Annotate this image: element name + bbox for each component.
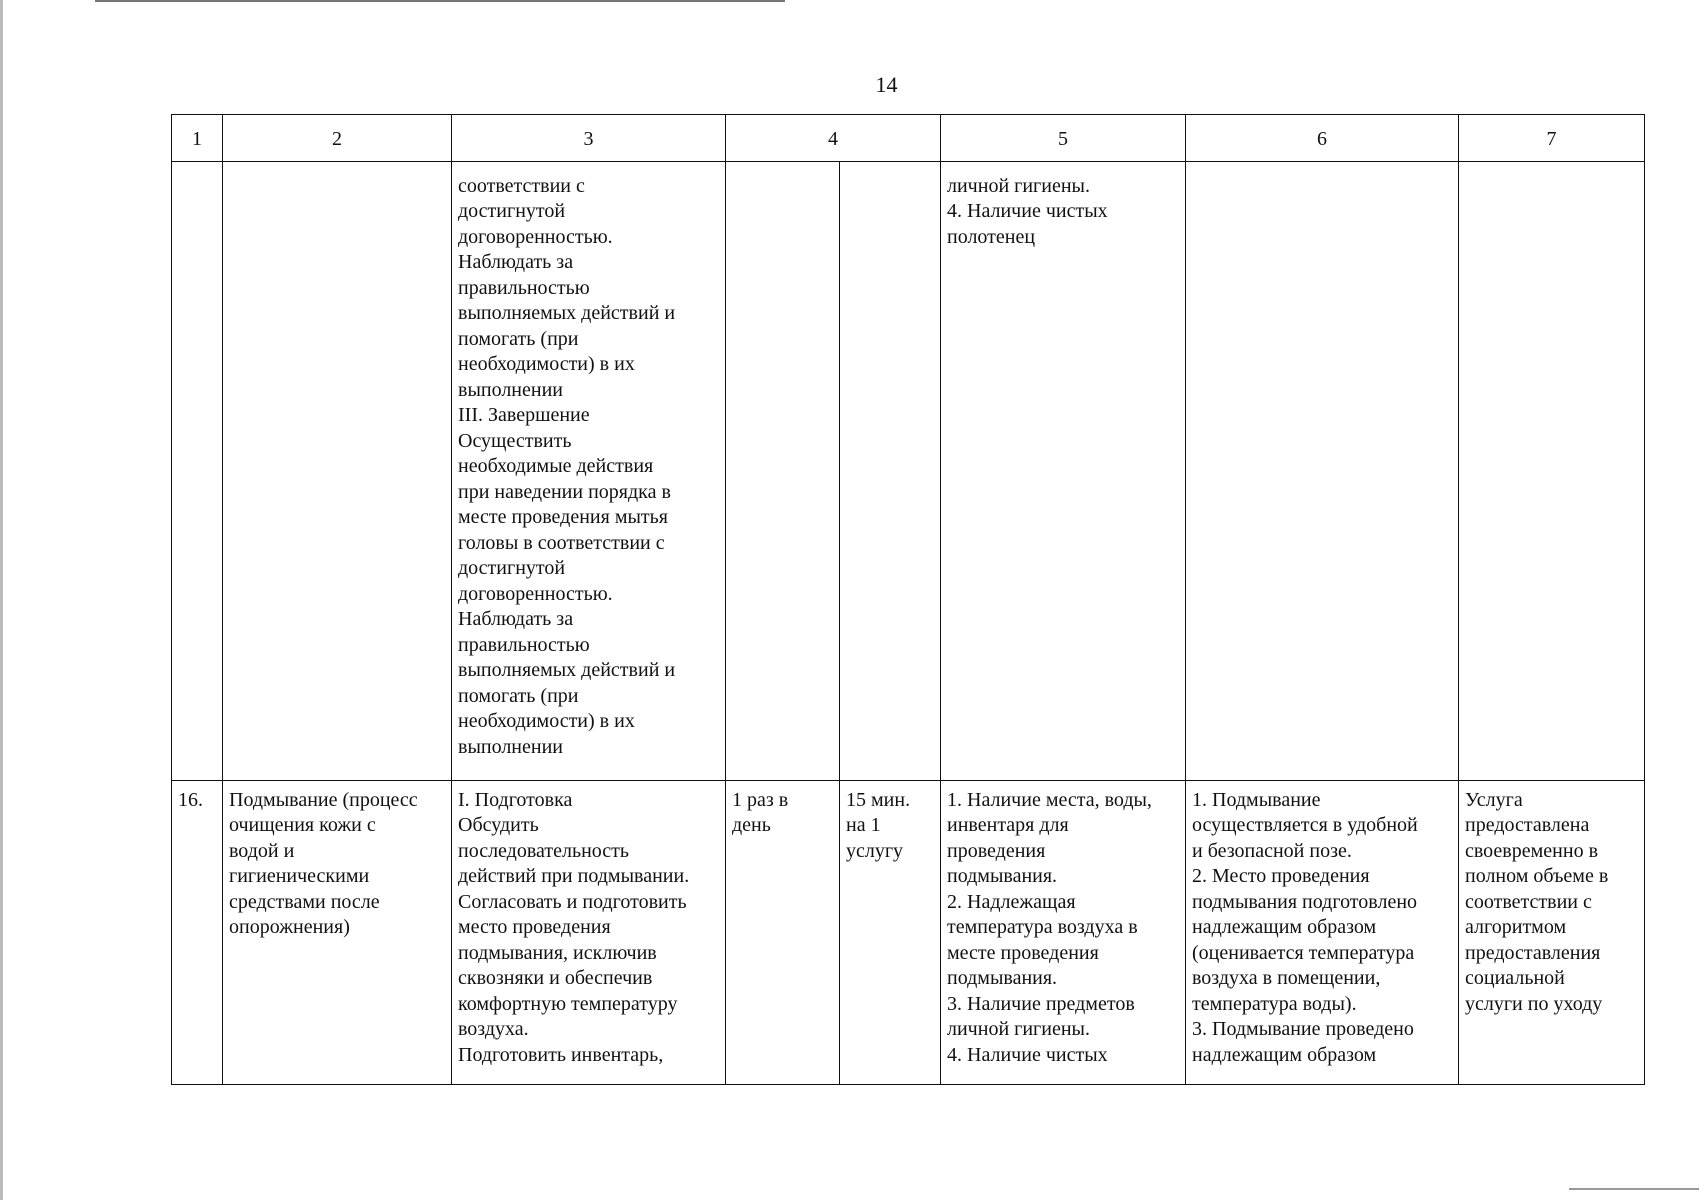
cont-cell-number (172, 161, 223, 780)
row16-duration-line: услугу (846, 839, 904, 862)
row16-frequency-line: 1 раз в (732, 788, 789, 811)
row16-procedure-line: Обсудить (458, 814, 539, 836)
row16-result-line: своевременно в (1465, 839, 1599, 862)
row16-frequency (726, 780, 840, 1084)
cont-procedure-line: Наблюдать за (458, 608, 574, 630)
row16-quality-line: (оценивается температура (1192, 941, 1415, 964)
row16-quality (1186, 780, 1459, 1084)
row16-conditions-line: температура воздуха в (947, 916, 1138, 938)
row16-conditions-line: 4. Наличие чистых (947, 1043, 1108, 1066)
row16-name-line: средствами после (229, 890, 380, 913)
row16-name-line: опорожнения) (229, 916, 350, 938)
row16-name-line: водой и (229, 839, 295, 862)
services-table (171, 114, 1645, 1085)
row16-procedure-line: Подготовить инвентарь, (458, 1043, 664, 1066)
row16-quality-line: температура воды). (1192, 992, 1357, 1015)
col-header-2: 2 (223, 115, 452, 162)
col-header-3: 3 (452, 115, 726, 162)
row16-conditions-line: 1. Наличие места, воды, (947, 788, 1152, 811)
row16-result-line: социальной (1465, 967, 1565, 989)
row16-result (1459, 780, 1645, 1084)
cont-cell-quality (1186, 161, 1459, 780)
row16-duration (840, 780, 941, 1084)
scan-artifact-bottom-mark (1569, 1188, 1699, 1190)
col-header-7: 7 (1459, 115, 1645, 162)
row16-procedure-line: Согласовать и подготовить (458, 890, 687, 913)
cont-procedure-line: Осуществить (458, 429, 572, 452)
column-number-header-row (172, 115, 1645, 162)
continuation-row (172, 161, 1645, 780)
row16-procedure-line: воздуха. (458, 1018, 529, 1040)
cont-procedure-line: правильностью (458, 633, 590, 656)
row16-conditions-line: 3. Наличие предметов (947, 992, 1135, 1015)
row16-result-line: полном объеме в (1465, 865, 1609, 887)
row16-conditions-line: 2. Надлежащая (947, 890, 1076, 913)
col-header-5: 5 (941, 115, 1186, 162)
row16-result-line: предоставления (1465, 941, 1601, 964)
row16-conditions (941, 780, 1186, 1084)
service-row-16 (172, 780, 1645, 1084)
row16-conditions-line: инвентаря для (947, 814, 1069, 836)
cont-procedure-line: достигнутой (458, 557, 566, 579)
row16-result-line: алгоритмом (1465, 916, 1567, 938)
row16-conditions-line: личной гигиены. (947, 1018, 1090, 1040)
cont-cell-conditions (941, 161, 1186, 780)
row16-conditions-line: подмывания. (947, 967, 1058, 989)
cont-procedure-line: III. Завершение (458, 404, 590, 426)
cont-cell-result (1459, 161, 1645, 780)
cont-cell-name (223, 161, 452, 780)
row16-name-line: очищения кожи с (229, 814, 376, 836)
row16-number: 16. (172, 780, 223, 1084)
row16-quality-line: подмывания подготовлено (1192, 890, 1418, 913)
col-header-4: 4 (726, 115, 941, 162)
cont-conditions-line: личной гигиены. (947, 174, 1090, 197)
cont-procedure-line: договоренностью. (458, 225, 613, 248)
cont-procedure-line: соответствии с (458, 174, 585, 197)
cont-procedure-line: месте проведения мытья (458, 506, 668, 528)
cont-procedure-line: необходимые действия (458, 455, 654, 477)
cont-cell-frequency (726, 161, 840, 780)
row16-procedure-line: подмывания, исключив (458, 941, 657, 964)
cont-conditions-line: полотенец (947, 225, 1036, 248)
cont-procedure-line: выполняемых действий и (458, 302, 676, 324)
cont-conditions-line: 4. Наличие чистых (947, 200, 1108, 222)
row16-quality-line: 2. Место проведения (1192, 865, 1370, 887)
row16-conditions-line: подмывания. (947, 865, 1058, 887)
cont-procedure-line: правильностью (458, 276, 590, 299)
row16-result-line: услуги по уходу (1465, 992, 1603, 1015)
row16-quality-line: воздуха в помещении, (1192, 967, 1381, 989)
row16-quality-line: надлежащим образом (1192, 1043, 1377, 1066)
row16-result-line: соответствии с (1465, 890, 1592, 913)
row16-frequency-line: день (732, 814, 771, 836)
cont-procedure-line: выполняемых действий и (458, 659, 676, 681)
cont-procedure-line: достигнутой (458, 200, 566, 222)
row16-procedure-line: I. Подготовка (458, 788, 573, 811)
row16-duration-line: 15 мин. (846, 788, 911, 811)
row16-procedure-line: комфортную температуру (458, 992, 678, 1015)
cont-procedure-line: выполнении (458, 378, 563, 401)
cont-procedure-line: головы в соответствии с (458, 531, 665, 554)
cont-procedure-line: необходимости) в их (458, 353, 635, 375)
cont-procedure-line: при наведении порядка в (458, 480, 671, 503)
row16-procedure-line: действий при подмывании. (458, 865, 690, 887)
cont-procedure-line: помогать (при (458, 327, 579, 350)
row16-quality-line: осуществляется в удобной (1192, 814, 1418, 836)
cont-procedure-line: необходимости) в их (458, 710, 635, 732)
row16-result-line: предоставлена (1465, 814, 1590, 836)
scan-artifact-left-edge (0, 0, 3, 1200)
row16-procedure-line: место проведения (458, 916, 611, 938)
col-header-1: 1 (172, 115, 223, 162)
cont-cell-procedure (452, 161, 726, 780)
row16-duration-line: на 1 (846, 814, 881, 836)
cont-procedure-line: Наблюдать за (458, 251, 574, 273)
row16-procedure-line: последовательность (458, 839, 630, 862)
row16-name-line: гигиеническими (229, 865, 370, 887)
row16-name-line: Подмывание (процесс (229, 788, 418, 811)
cont-procedure-line: выполнении (458, 735, 563, 758)
row16-quality-line: надлежащим образом (1192, 916, 1377, 938)
scan-artifact-top-line (95, 0, 785, 2)
col-header-6: 6 (1186, 115, 1459, 162)
row16-conditions-line: месте проведения (947, 941, 1099, 964)
row16-procedure-line: сквозняки и обеспечив (458, 967, 653, 989)
cont-procedure-line: договоренностью. (458, 582, 613, 605)
row16-quality-line: 3. Подмывание проведено (1192, 1018, 1414, 1040)
row16-quality-line: и безопасной позе. (1192, 839, 1352, 862)
row16-result-line: Услуга (1465, 788, 1523, 811)
row16-conditions-line: проведения (947, 839, 1046, 862)
page-number: 14 (875, 72, 898, 97)
row16-service-name (223, 780, 452, 1084)
row16-procedure (452, 780, 726, 1084)
cont-procedure-line: помогать (при (458, 684, 579, 707)
row16-quality-line: 1. Подмывание (1192, 788, 1321, 811)
cont-cell-duration (840, 161, 941, 780)
